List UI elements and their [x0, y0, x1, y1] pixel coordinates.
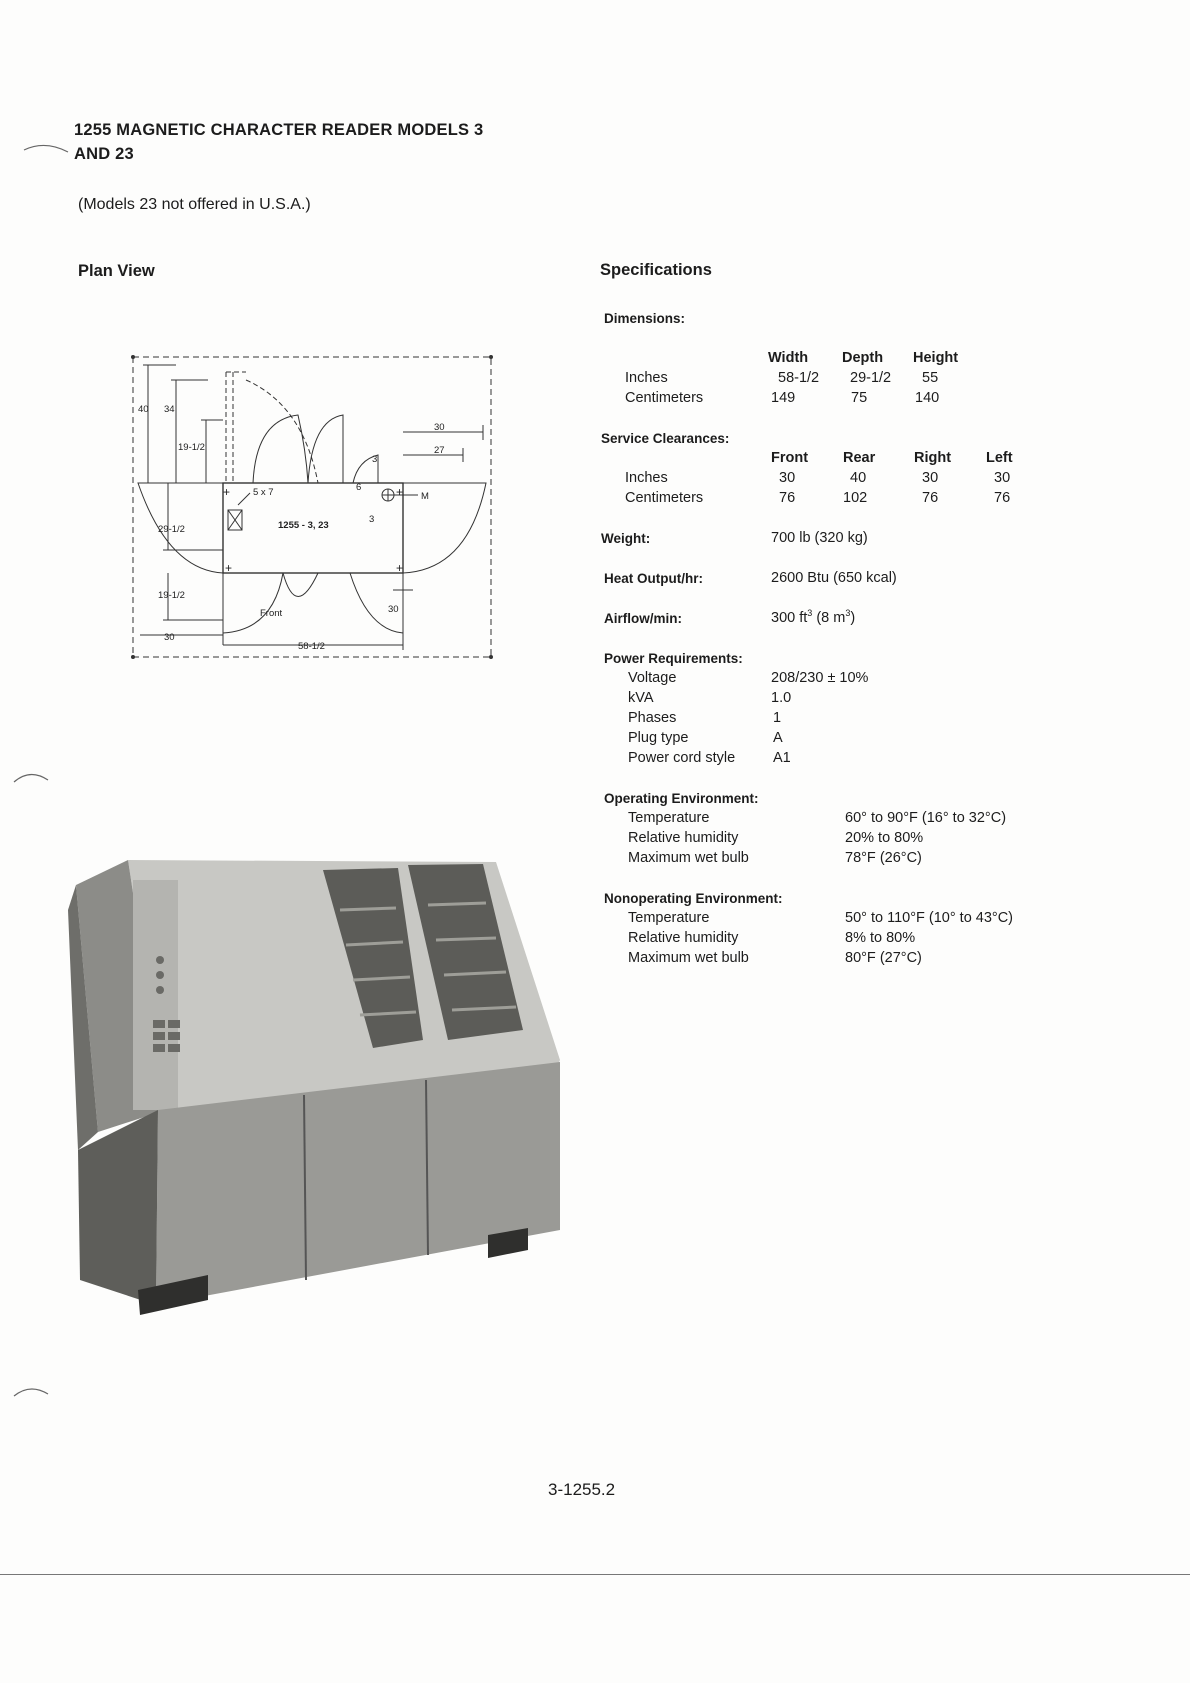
model-label: 1255 - 3, 23 — [278, 520, 329, 531]
dim-inches-depth: 29-1/2 — [850, 370, 892, 386]
front-label: Front — [260, 608, 283, 619]
heat-output-value: 2600 Btu (650 kcal) — [771, 570, 897, 586]
dim-3-side: 3 — [369, 514, 375, 525]
label-5x7: 5 x 7 — [253, 487, 274, 498]
nonoperating-temp-value: 50° to 110°F (10° to 43°C) — [845, 910, 1014, 926]
svc-header-right: Right — [914, 450, 952, 466]
nonoperating-humidity-name: Relative humidity — [628, 930, 739, 946]
svc-header-rear: Rear — [843, 450, 876, 466]
airflow-close: ) — [850, 609, 856, 626]
plan-view-diagram — [128, 350, 498, 665]
operating-wetbulb-value: 78°F (26°C) — [845, 850, 922, 866]
operating-temp-name: Temperature — [628, 810, 710, 826]
power-cord-name: Power cord style — [628, 750, 736, 766]
operating-wetbulb-name: Maximum wet bulb — [628, 850, 749, 866]
dim-19-1-2-top: 19-1/2 — [178, 442, 205, 453]
nonoperating-env-label: Nonoperating Environment: — [604, 891, 783, 906]
dim-inches-height: 55 — [922, 370, 939, 386]
svc-row-centimeters: Centimeters — [625, 490, 704, 506]
svc-header-front: Front — [771, 450, 809, 466]
page-subtitle: (Models 23 not offered in U.S.A.) — [78, 196, 311, 213]
power-label: Power Requirements: — [604, 651, 743, 666]
machine-photo — [68, 850, 568, 1400]
svg-text:+: + — [223, 485, 231, 499]
specifications-heading: Specifications — [600, 261, 712, 279]
svc-cm-front: 76 — [779, 490, 796, 506]
airflow-m: (8 m — [812, 609, 846, 626]
dim-header-depth: Depth — [842, 350, 884, 366]
dimensions-label: Dimensions: — [604, 311, 686, 326]
power-voltage-value: 208/230 ± 10% — [771, 670, 869, 686]
dim-6: 6 — [356, 482, 362, 493]
dim-29-1-2: 29-1/2 — [158, 524, 185, 535]
power-kva-value: 1.0 — [771, 690, 792, 706]
airflow-m-exp: 3 — [845, 608, 851, 618]
dim-cm-depth: 75 — [851, 390, 868, 406]
dim-inches-width: 58-1/2 — [778, 370, 820, 386]
airflow-ft: 300 ft — [771, 609, 808, 626]
power-cord-value: A1 — [773, 750, 791, 766]
operating-humidity-value: 20% to 80% — [845, 830, 924, 846]
svc-cm-left: 76 — [994, 490, 1011, 506]
svc-cm-rear: 102 — [843, 490, 868, 506]
page-title — [74, 118, 483, 166]
service-boundary — [133, 357, 491, 657]
power-plug-name: Plug type — [628, 730, 689, 746]
plan-view-heading: Plan View — [78, 262, 155, 280]
nonoperating-humidity-value: 8% to 80% — [845, 930, 916, 946]
svc-header-left: Left — [986, 450, 1013, 466]
weight-label: Weight: — [601, 531, 651, 546]
dim-27: 27 — [434, 445, 445, 456]
svg-text:+: + — [225, 561, 233, 575]
svc-inches-left: 30 — [994, 470, 1011, 486]
dim-34: 34 — [164, 404, 175, 415]
svg-text:+: + — [396, 561, 404, 575]
dim-30-bottom-right: 30 — [388, 604, 399, 615]
title-line-2: AND 23 — [74, 145, 134, 163]
power-plug-value: A — [773, 730, 783, 746]
dim-58-1-2: 58-1/2 — [298, 641, 325, 652]
svc-cm-right: 76 — [922, 490, 939, 506]
airflow-value — [771, 608, 855, 626]
dim-header-height: Height — [913, 350, 959, 366]
dim-header-width: Width — [768, 350, 809, 366]
operating-humidity-name: Relative humidity — [628, 830, 739, 846]
dim-30-right: 30 — [434, 422, 445, 433]
power-kva-name: kVA — [628, 690, 654, 706]
operating-env-label: Operating Environment: — [604, 791, 759, 806]
label-m: M — [421, 491, 429, 502]
title-line-1: 1255 MAGNETIC CHARACTER READER MODELS 3 — [74, 121, 484, 139]
dim-cm-height: 140 — [915, 390, 940, 406]
nonoperating-wetbulb-value: 80°F (27°C) — [845, 950, 922, 966]
dim-40: 40 — [138, 404, 149, 415]
dim-19-1-2-bottom: 19-1/2 — [158, 590, 185, 601]
heat-output-label: Heat Output/hr: — [604, 571, 703, 586]
svg-text:+: + — [396, 485, 404, 499]
airflow-label: Airflow/min: — [604, 611, 682, 626]
weight-value: 700 lb (320 kg) — [771, 530, 868, 546]
power-phases-name: Phases — [628, 710, 677, 726]
dim-row-centimeters: Centimeters — [625, 390, 704, 406]
power-phases-value: 1 — [773, 710, 782, 726]
svc-inches-rear: 40 — [850, 470, 867, 486]
dim-cm-width: 149 — [771, 390, 796, 406]
service-clearances-label: Service Clearances: — [601, 431, 730, 446]
dim-row-inches: Inches — [625, 370, 668, 386]
svc-row-inches: Inches — [625, 470, 668, 486]
page-number: 3-1255.2 — [548, 1480, 616, 1499]
dim-3-top: 3 — [372, 454, 378, 465]
bottom-rule — [0, 1574, 1190, 1575]
svc-inches-right: 30 — [922, 470, 939, 486]
svc-inches-front: 30 — [779, 470, 796, 486]
nonoperating-temp-name: Temperature — [628, 910, 710, 926]
operating-temp-value: 60° to 90°F (16° to 32°C) — [845, 810, 1007, 826]
margin-marks — [0, 0, 80, 1683]
airflow-ft-exp: 3 — [807, 608, 813, 618]
dim-30-bottom-left: 30 — [164, 632, 175, 643]
power-voltage-name: Voltage — [628, 670, 677, 686]
nonoperating-wetbulb-name: Maximum wet bulb — [628, 950, 749, 966]
